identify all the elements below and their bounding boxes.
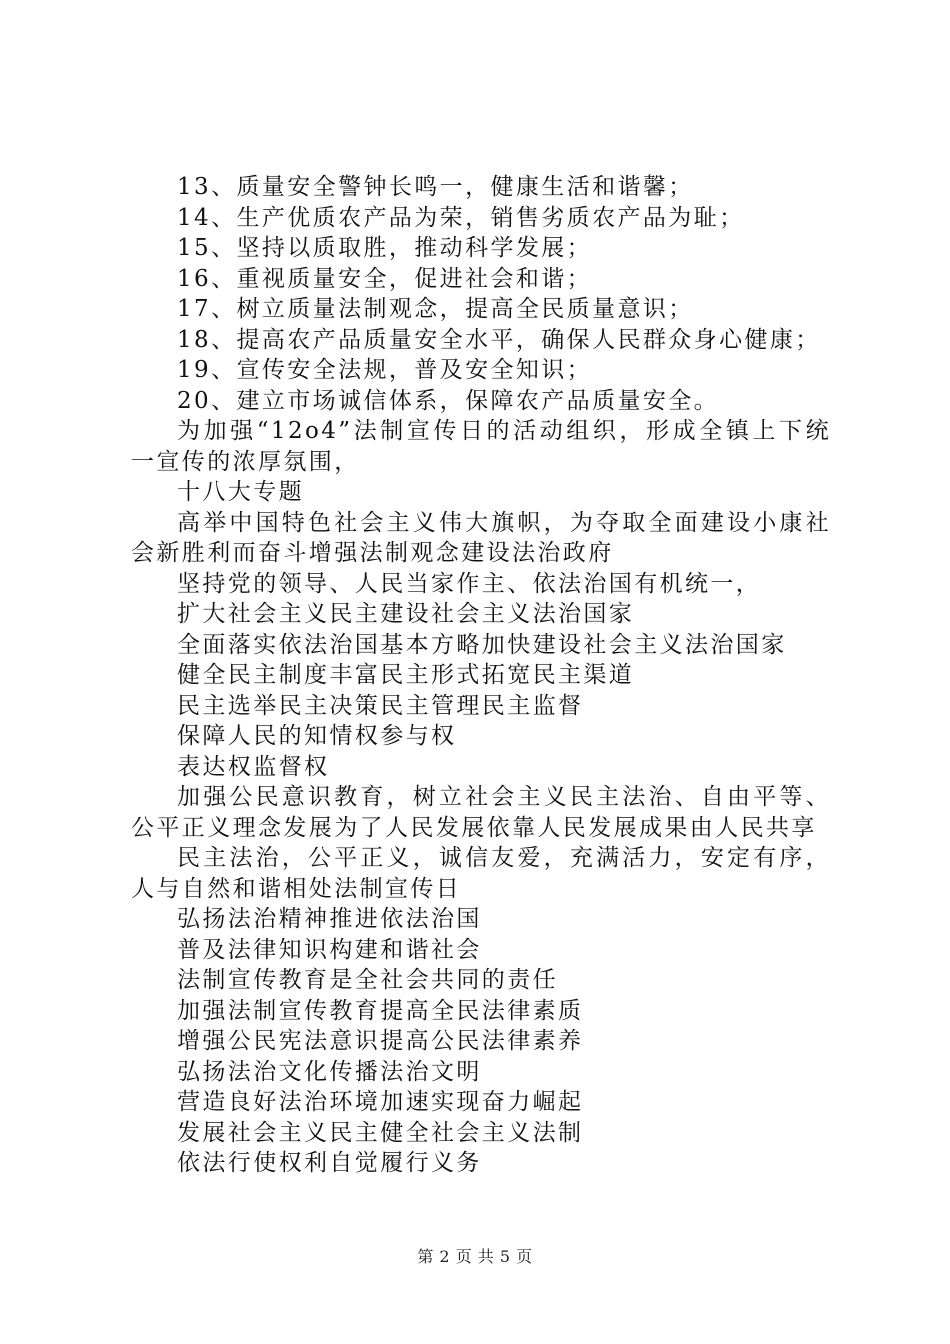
paragraph-slogan-3: 扩大社会主义民主建设社会主义法治国家 bbox=[177, 601, 635, 627]
paragraph-slogan-14: 加强法制宣传教育提高全民法律素质 bbox=[177, 997, 584, 1024]
paragraph-slogan-1: 高举中国特色社会主义伟大旗帜，为夺取全面建设小康社会新胜利而奋斗增强法制观念建设法治政府 bbox=[131, 509, 831, 566]
paragraph-slogan-7: 保障人民的知情权参与权 bbox=[177, 723, 457, 749]
paragraph-slogan-18: 发展社会主义民主健全社会主义法制 bbox=[177, 1119, 584, 1146]
paragraph-19: 19、宣传安全法规，普及安全知识； bbox=[177, 357, 593, 383]
paragraph-slogan-2: 坚持党的领导、人民当家作主、依法治国有机统一， bbox=[177, 570, 762, 597]
paragraph-17: 17、树立质量法制观念，提高全民质量意识； bbox=[177, 296, 694, 322]
paragraph-slogan-9: 加强公民意识教育，树立社会主义民主法治、自由平等、公平正义理念发展为了人民发展依靠人民发展成果由人民共享 bbox=[131, 784, 831, 841]
paragraph-slogan-4: 全面落实依法治国基本方略加快建设社会主义法治国家 bbox=[177, 631, 787, 658]
paragraph-14: 14、生产优质农产品为荣，销售劣质农产品为耻； bbox=[177, 204, 745, 231]
paragraph-slogan-19: 依法行使权利自觉履行义务 bbox=[177, 1150, 482, 1176]
paragraph-slogan-6: 民主选举民主决策民主管理民主监督 bbox=[177, 692, 584, 719]
paragraph-slogan-16: 弘扬法治文化传播法治文明 bbox=[177, 1058, 482, 1085]
paragraph-slogan-15: 增强公民宪法意识提高公民法律素养 bbox=[177, 1028, 584, 1054]
paragraph-slogan-10: 民主法治，公平正义，诚信友爱，充满活力，安定有序，人与自然和谐相处法制宣传日 bbox=[131, 845, 831, 902]
paragraph-slogan-8: 表达权监督权 bbox=[177, 753, 330, 780]
section-heading: 十八大专题 bbox=[177, 479, 304, 505]
paragraph-20: 20、建立市场诚信体系，保障农产品质量安全。 bbox=[177, 387, 720, 414]
paragraph-15: 15、坚持以质取胜，推动科学发展； bbox=[177, 235, 593, 261]
paragraph-slogan-12: 普及法律知识构建和谐社会 bbox=[177, 936, 482, 963]
page-number-footer: 第 2 页 共 5 页 bbox=[417, 1247, 533, 1266]
paragraph-slogan-5: 健全民主制度丰富民主形式拓宽民主渠道 bbox=[177, 662, 635, 688]
paragraph-slogan-17: 营造良好法治环境加速实现奋力崛起 bbox=[177, 1089, 584, 1115]
paragraph-13: 13、质量安全警钟长鸣一，健康生活和谐馨； bbox=[177, 174, 694, 200]
paragraph-18: 18、提高农产品质量安全水平，确保人民群众身心健康； bbox=[177, 326, 821, 353]
paragraph-16: 16、重视质量安全，促进社会和谐； bbox=[177, 265, 593, 292]
paragraph-campaign: 为加强“12o4”法制宣传日的活动组织，形成全镇上下统一宣传的浓厚氛围， bbox=[131, 418, 831, 475]
paragraph-slogan-11: 弘扬法治精神推进依法治国 bbox=[177, 906, 482, 932]
document-body bbox=[131, 172, 831, 1179]
paragraph-slogan-13: 法制宣传教育是全社会共同的责任 bbox=[177, 967, 558, 993]
